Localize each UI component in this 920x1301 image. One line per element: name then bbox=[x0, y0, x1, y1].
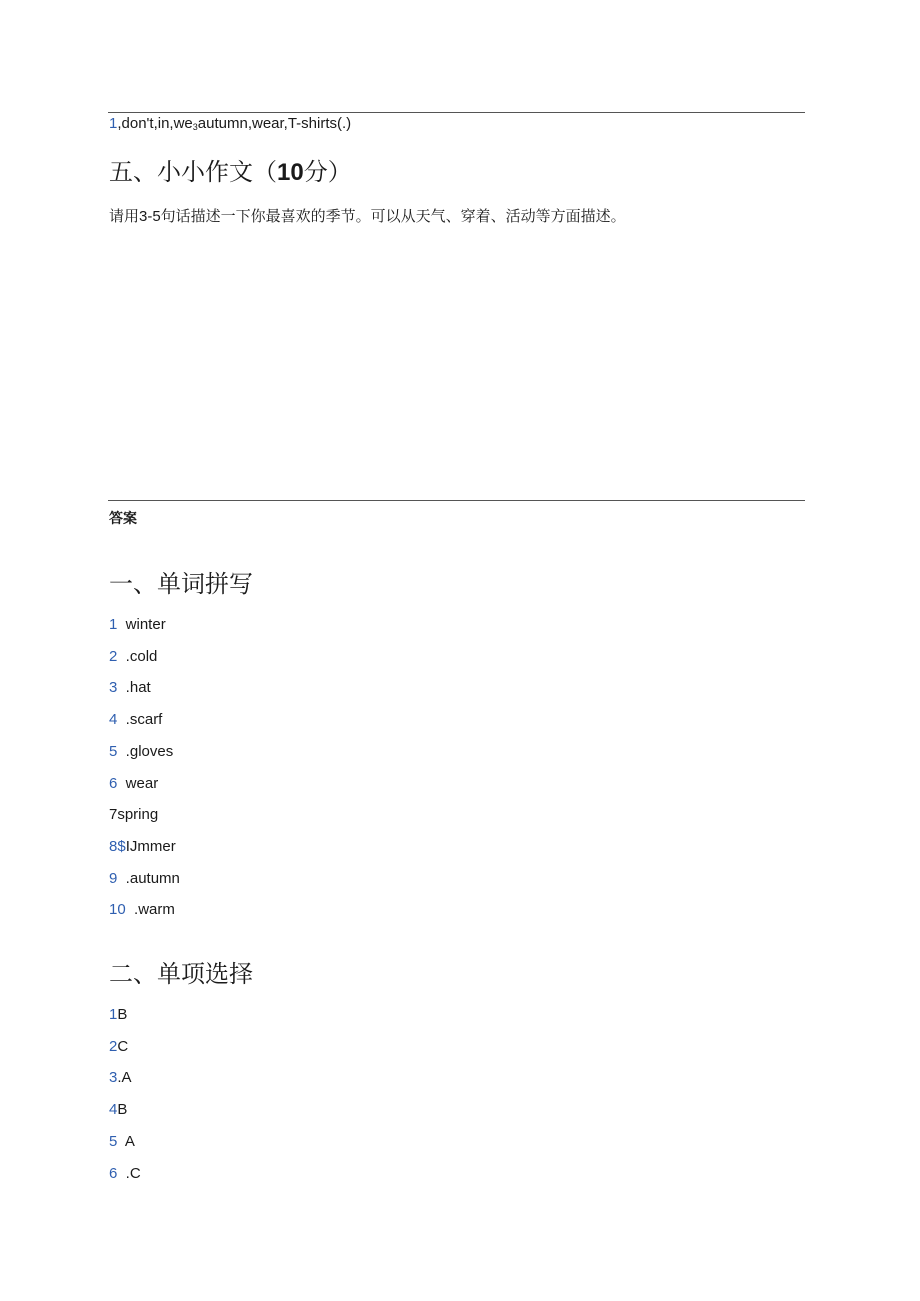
answer-item bbox=[109, 1133, 135, 1150]
answers-label: 答案 bbox=[109, 510, 137, 526]
answer-item-text: .C bbox=[117, 1164, 141, 1182]
answer-item-text: B bbox=[117, 1101, 128, 1119]
answer-item bbox=[109, 1038, 128, 1055]
answer-item-text: B bbox=[117, 1006, 128, 1023]
answer-item-number: 2 bbox=[109, 647, 118, 665]
answer-item-number: 1 bbox=[109, 1006, 118, 1023]
item-subscript: 3 bbox=[192, 122, 198, 132]
answer-item-number: 1 bbox=[109, 616, 118, 633]
answer-item bbox=[109, 616, 166, 633]
item-text-after: autumn,wear,T-shirts(.) bbox=[197, 115, 352, 132]
answers-divider bbox=[108, 500, 805, 501]
answer-item-number: 3 bbox=[109, 679, 118, 697]
answer-item bbox=[109, 806, 158, 823]
answer-item-text: wear bbox=[117, 774, 159, 792]
answer-item-text: .gloves bbox=[117, 742, 174, 760]
answer-item bbox=[109, 901, 175, 918]
answer-item-text: A bbox=[117, 1132, 135, 1150]
answer-section1-title: 一、单词拼写 bbox=[109, 571, 253, 598]
answer-item-text: .scarf bbox=[117, 711, 163, 729]
answer-item bbox=[109, 648, 157, 665]
answer-item-text: IJmmer bbox=[125, 837, 176, 855]
answer-item-number: 6 bbox=[109, 774, 118, 792]
answer-item-number: 8$ bbox=[109, 837, 126, 855]
section5-title: 五、小小作文（10分） bbox=[109, 159, 352, 186]
answer-item bbox=[109, 870, 180, 887]
answer-item bbox=[109, 1165, 141, 1182]
item-number: 1 bbox=[109, 115, 118, 132]
answer-item-number: 5 bbox=[109, 742, 118, 760]
answer-item bbox=[109, 679, 151, 696]
answer-item-number: 9 bbox=[109, 869, 118, 887]
answer-item bbox=[109, 838, 176, 855]
answer-item-number: 4 bbox=[109, 711, 118, 729]
answer-item-number: 10 bbox=[109, 901, 126, 919]
top-divider bbox=[108, 112, 805, 113]
answer-item-number: 5 bbox=[109, 1132, 118, 1150]
answer-item-text: .warm bbox=[125, 901, 175, 919]
answer-item-text: .cold bbox=[117, 647, 158, 665]
answer-item-text: .hat bbox=[117, 679, 151, 697]
answer-item bbox=[109, 743, 173, 760]
answer-item-text: 7spring bbox=[109, 806, 159, 824]
answer-item-number: 4 bbox=[109, 1101, 118, 1119]
answer-item-number: 6 bbox=[109, 1164, 118, 1182]
prev-question-item bbox=[109, 115, 351, 132]
answer-item bbox=[109, 775, 158, 792]
answer-item bbox=[109, 1101, 127, 1118]
answer-item-number: 2 bbox=[109, 1037, 118, 1055]
item-text-before: ,don't,in,we bbox=[117, 115, 193, 132]
answer-item bbox=[109, 1069, 132, 1086]
answer-item bbox=[109, 711, 162, 728]
section5-score: 10 bbox=[277, 159, 304, 186]
section5-instruction: 请用3-5句话描述一下你最喜欢的季节。可以从天气、穿着、活动等方面描述。 bbox=[109, 208, 626, 225]
answer-item-text: .A bbox=[117, 1069, 132, 1087]
answer-section2-title: 二、单项选择 bbox=[109, 961, 253, 988]
answer-item bbox=[109, 1006, 127, 1023]
answer-item-number: 3 bbox=[109, 1069, 118, 1087]
answer-item-text: C bbox=[117, 1037, 129, 1055]
answer-item-text: .autumn bbox=[117, 869, 180, 887]
answer-item-text: winter bbox=[117, 616, 166, 633]
